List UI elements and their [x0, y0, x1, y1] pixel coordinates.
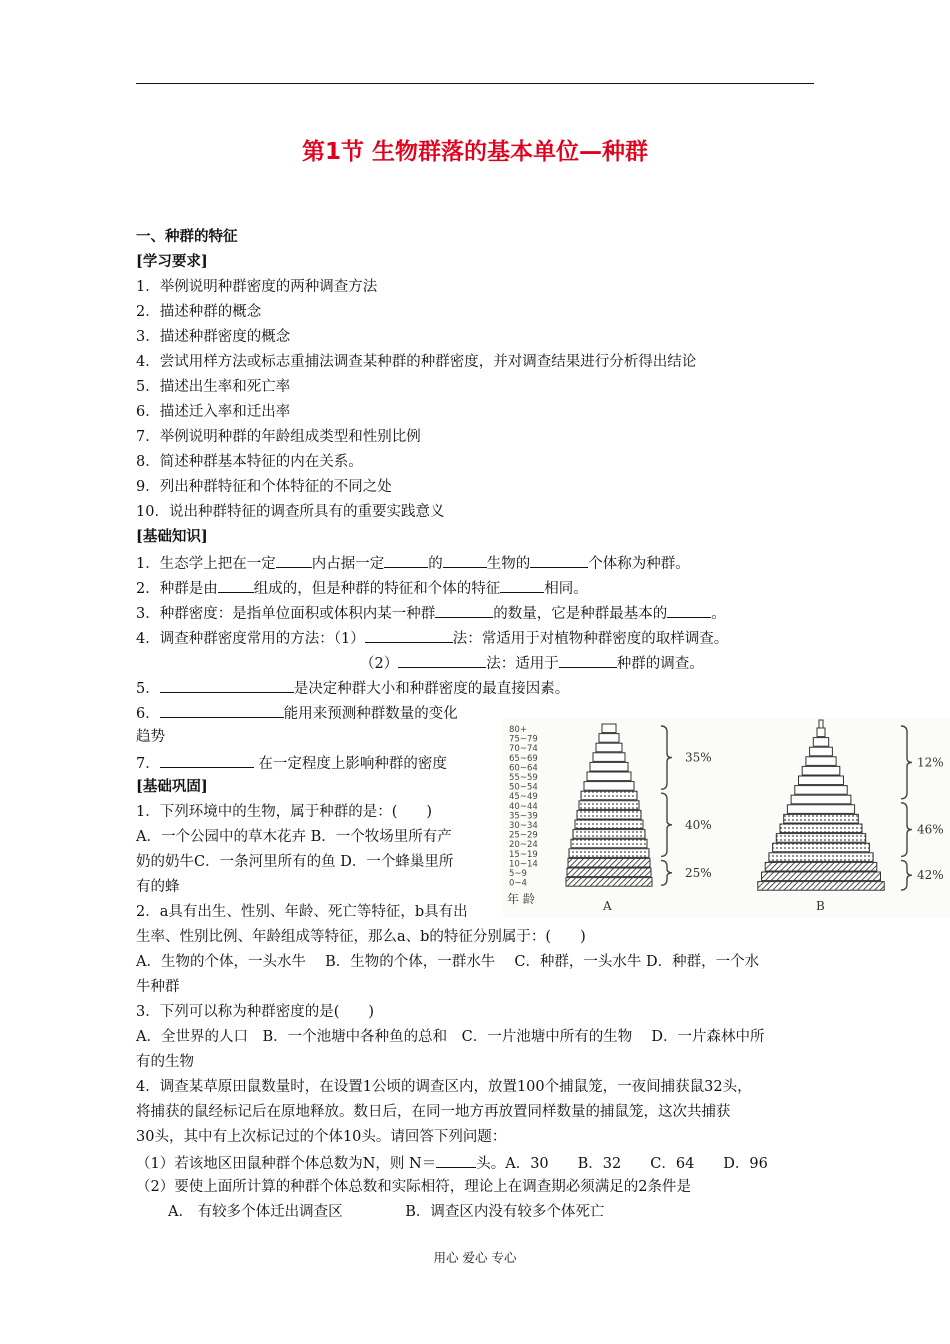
age-tick-label: 10~14: [509, 859, 538, 870]
pyramid-a-percent: 25%: [685, 865, 712, 880]
pyramid-b-label: B: [816, 899, 825, 913]
pyramid-b-bar: [762, 872, 881, 881]
pyramid-a-bar: [596, 743, 622, 752]
header-rule: [136, 83, 814, 84]
pyramid-b-bar: [773, 843, 870, 852]
fill-question-6-cont: 趋势: [136, 729, 165, 745]
fill-question-2: 2．种群是由 组成的，但是种群的特征和个体的特征 相同。: [136, 577, 588, 599]
pyramid-b-bar: [810, 747, 833, 756]
question-4-sub-2-options: A． 有较多个体迁出调查区 B．调查区内没有较多个体死亡: [168, 1204, 605, 1220]
requirement-item: 9．列出种群特征和个体特征的不同之处: [136, 479, 392, 495]
pyramid-b-bar: [758, 882, 884, 891]
pyramid-a-bar: [602, 724, 616, 733]
pyramid-a-bar: [571, 839, 647, 848]
age-tick-label: 40~44: [509, 801, 538, 812]
requirement-item: 7．举例说明种群的年龄组成类型和性别比例: [136, 429, 421, 445]
pyramid-a-bar: [587, 772, 631, 781]
requirement-item: 10．说出种群特征的调查所具有的重要实践意义: [136, 504, 445, 520]
pyramid-a-bar: [593, 753, 625, 762]
section-heading: 一、种群的特征: [136, 228, 238, 245]
fill-question-3: 3．种群密度：是指单位面积或体积内某一种群 的数量，它是种群最基本的 。: [136, 602, 726, 624]
pyramid-a-label: A: [603, 899, 612, 913]
age-tick-label: 55~59: [509, 773, 538, 783]
pyramid-b-bar: [806, 757, 836, 766]
question-2-options: 牛种群: [136, 979, 180, 995]
requirement-item: 3．描述种群密度的概念: [136, 329, 291, 345]
pyramid-b-bar: [819, 720, 823, 728]
pyramid-b-percent: 42%: [917, 868, 944, 883]
pyramid-b-bar: [799, 776, 844, 785]
pyramid-a-bar: [584, 782, 634, 791]
pyramid-a-percent: 40%: [685, 817, 712, 832]
question-1-stem: 1．下列环境中的生物，属于种群的是：( ): [136, 804, 433, 820]
pyramid-b-bar: [780, 824, 862, 833]
fill-question-4a: 4．调查种群密度常用的方法：（1） 法：常适用于对植物种群密度的取样调查。: [136, 627, 728, 649]
pyramid-a-bar: [581, 791, 637, 800]
age-tick-label: 35~39: [509, 811, 538, 822]
question-3-options: A．全世界的人口 B．一个池塘中各种鱼的总和 C．一片池塘中所有的生物 D．一片森林中所: [136, 1029, 765, 1045]
basic-knowledge-header: [基础知识]: [136, 528, 208, 545]
age-tick-label: 20~24: [509, 840, 538, 851]
pyramid-b-bar: [802, 766, 840, 775]
age-tick-label: 15~19: [509, 849, 538, 860]
question-4-sub-2: （2）要使上面所计算的种群个体总数和实际相符，理论上在调查期必须满足的2条件是: [136, 1179, 691, 1195]
age-pyramid-figure: [503, 718, 950, 918]
requirements-header: [学习要求]: [136, 253, 208, 270]
pyramid-a-bar: [579, 801, 639, 810]
question-2-options: A．生物的个体，一头水牛 B．生物的个体，一群水牛 C．种群，一头水牛 D．种群，一个水: [136, 954, 760, 970]
age-tick-label: 50~54: [509, 782, 538, 793]
question-4-stem: 30头，其中有上次标记过的个体10头。请回答下列问题：: [136, 1129, 507, 1145]
pyramid-b-bar: [784, 814, 859, 823]
pyramid-b-bar: [765, 862, 877, 871]
requirement-item: 2．描述种群的概念: [136, 304, 262, 320]
question-1-options: A．一个公园中的草木花卉 B．一个牧场里所有产: [136, 829, 452, 845]
question-4-stem: 4．调查某草原田鼠数量时，在设置1公顷的调查区内，放置100个捕鼠笼，一夜间捕获鼠32头，: [136, 1079, 752, 1095]
requirement-item: 4．尝试用样方法或标志重捕法调查某种群的种群密度，并对调查结果进行分析得出结论: [136, 354, 697, 370]
age-tick-label: 5~9: [509, 869, 527, 879]
question-4-stem: 将捕获的鼠经标记后在原地释放。数日后，在同一地方再放置同样数量的捕鼠笼，这次共捕获: [136, 1104, 731, 1120]
pyramid-b-percent: 12%: [917, 755, 944, 770]
page-title: 第1节 生物群落的基本单位—种群: [301, 139, 648, 165]
pyramid-a-bar: [573, 830, 645, 839]
question-3-stem: 3．下列可以称为种群密度的是( ): [136, 1004, 375, 1020]
age-tick-label: 45~49: [509, 792, 538, 803]
page-footer: 用心 爱心 专心: [433, 1250, 517, 1265]
pyramid-b-bar: [776, 834, 865, 843]
requirement-item: 1．举例说明种群密度的两种调查方法: [136, 279, 378, 295]
pyramid-a-bar: [575, 820, 643, 829]
pyramid-b-bar: [817, 728, 825, 737]
question-1-options: 有的蜂: [136, 879, 180, 895]
age-axis: [509, 725, 538, 889]
requirement-item: 8．简述种群基本特征的内在关系。: [136, 454, 363, 470]
age-tick-label: 75~79: [509, 734, 538, 745]
age-tick-label: 0~4: [509, 878, 527, 889]
pyramid-a-percent: 35%: [685, 750, 712, 765]
requirement-item: 5．描述出生率和死亡率: [136, 379, 291, 395]
age-tick-label: 60~64: [509, 763, 538, 774]
pyramid-a-bar: [599, 734, 619, 743]
question-1-options: 奶的奶牛C．一条河里所有的鱼 D．一个蜂巢里所: [136, 854, 454, 870]
consolidation-header: [基础巩固]: [136, 778, 208, 795]
fill-question-7: 7． 在一定程度上影响种群的密度: [136, 752, 447, 774]
pyramid-b-bar: [813, 738, 828, 747]
question-4-sub-1: （1）若该地区田鼠种群个体总数为N，则 N＝ 头。A．30 B．32 C．64 D．96: [136, 1152, 768, 1174]
fill-question-5: 5． 是决定种群大小和种群密度的最直接因素。: [136, 677, 569, 699]
pyramid-a-bar: [577, 810, 641, 819]
pyramid-a-bar: [567, 868, 651, 877]
fill-question-4b: （2） 法：适用于 种群的调查。: [360, 652, 704, 674]
pyramid-a-bar: [569, 849, 649, 858]
age-tick-label: 25~29: [509, 830, 538, 841]
pyramid-b-bar: [787, 805, 854, 814]
pyramid-b-percent: 46%: [917, 822, 944, 837]
fill-question-1: 1．生态学上把在一定 内占据一定 的 生物的 个体称为种群。: [136, 552, 690, 574]
pyramid-b-bar: [795, 786, 847, 795]
question-3-options: 有的生物: [136, 1054, 194, 1070]
age-tick-label: 65~69: [509, 753, 538, 764]
pyramid-b-bar: [769, 853, 873, 862]
age-tick-label: 70~74: [509, 744, 538, 755]
pyramid-a-bar: [566, 878, 652, 887]
requirement-item: 6．描述迁入率和迁出率: [136, 404, 291, 420]
question-2-stem: 2．a具有出生、性别、年龄、死亡等特征，b具有出: [136, 904, 468, 920]
pyramid-a-bar: [590, 762, 628, 771]
pyramid-b-bar: [791, 795, 851, 804]
age-axis-label: 年 龄: [507, 892, 535, 906]
age-tick-label: 30~34: [509, 821, 538, 831]
pyramid-a-bar: [568, 858, 650, 867]
fill-question-6: 6． 能用来预测种群数量的变化: [136, 702, 458, 724]
age-tick-label: 80+: [509, 725, 527, 735]
question-2-stem: 生率、性别比例、年龄组成等特征，那么a、b的特征分别属于：( ): [136, 929, 586, 945]
